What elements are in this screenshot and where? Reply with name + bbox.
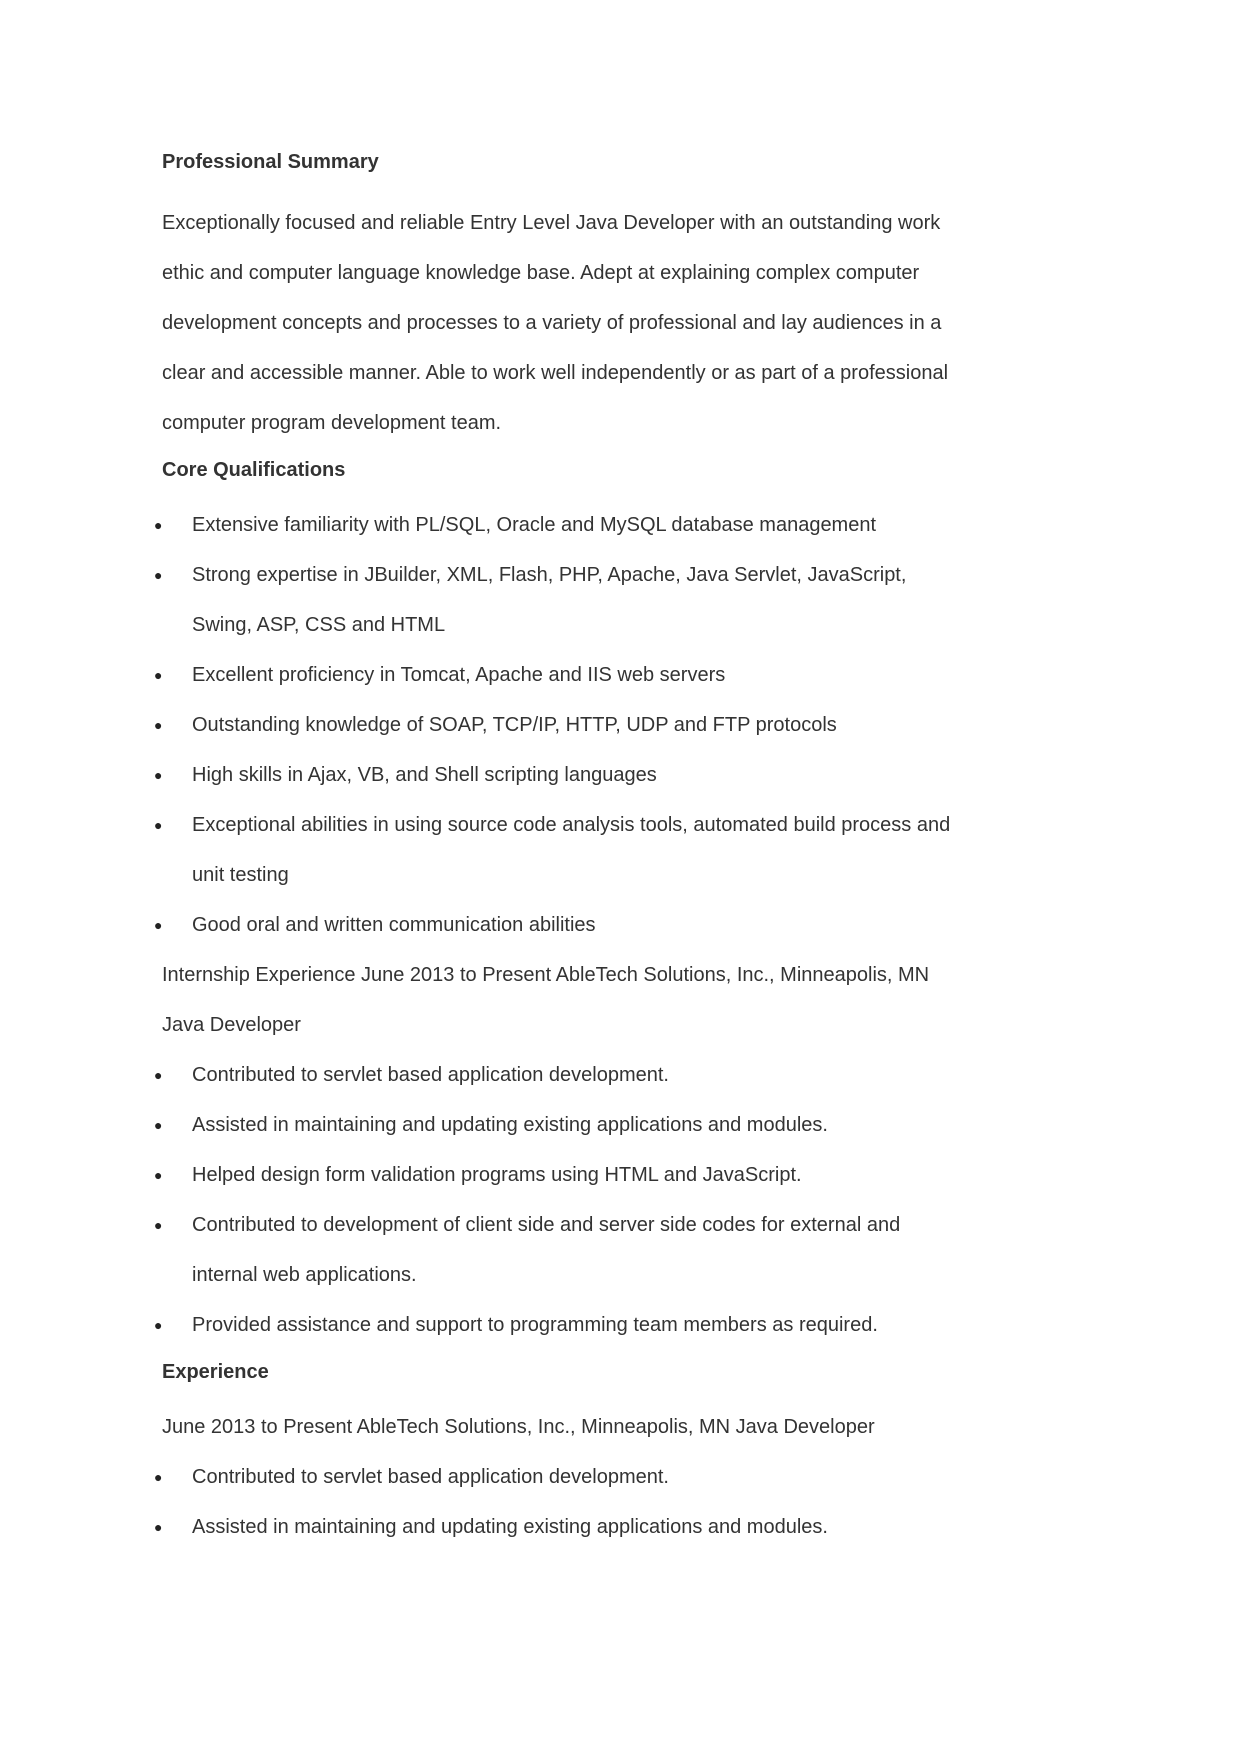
list-item xyxy=(154,650,962,700)
list-item xyxy=(154,800,962,900)
list-item xyxy=(154,550,962,650)
list-item-text: Assisted in maintaining and updating existing applications and modules. xyxy=(192,1516,828,1538)
resume-content xyxy=(154,140,962,1552)
bullet-icon: ● xyxy=(154,1519,163,1535)
list-item-text: Excellent proficiency in Tomcat, Apache and IIS web servers xyxy=(192,664,726,686)
list-item-text: Extensive familiarity with PL/SQL, Oracle and MySQL database management xyxy=(192,514,877,536)
list-item-text: Helped design form validation programs using HTML and JavaScript. xyxy=(192,1164,802,1186)
list-item xyxy=(154,1452,962,1502)
professional-summary-heading: Professional Summary xyxy=(162,151,379,173)
experience-heading: Experience xyxy=(162,1361,269,1383)
list-item xyxy=(154,900,962,950)
experience-duties-list xyxy=(154,1452,962,1552)
internship-duties-list xyxy=(154,1050,962,1350)
bullet-icon: ● xyxy=(154,1167,163,1183)
list-item xyxy=(154,1150,962,1200)
bullet-icon: ● xyxy=(154,917,163,933)
bullet-icon: ● xyxy=(154,517,163,533)
list-item xyxy=(154,750,962,800)
list-item-text: Assisted in maintaining and updating existing applications and modules. xyxy=(192,1114,828,1136)
core-qualifications-list xyxy=(154,500,962,950)
bullet-icon: ● xyxy=(154,667,163,683)
bullet-icon: ● xyxy=(154,567,163,583)
bullet-icon: ● xyxy=(154,717,163,733)
bullet-icon: ● xyxy=(154,1217,163,1233)
list-item xyxy=(154,1502,962,1552)
list-item-text: Contributed to servlet based application development. xyxy=(192,1064,669,1086)
list-item xyxy=(154,1050,962,1100)
list-item-text: Contributed to servlet based application development. xyxy=(192,1466,669,1488)
list-item xyxy=(154,1300,962,1350)
list-item-text: Provided assistance and support to programming team members as required. xyxy=(192,1314,878,1336)
internship-experience-line: Internship Experience June 2013 to Present AbleTech Solutions, Inc., Minneapolis, MN Java Developer xyxy=(162,964,930,1036)
bullet-icon: ● xyxy=(154,1117,163,1133)
bullet-icon: ● xyxy=(154,1067,163,1083)
list-item-text: Contributed to development of client side and server side codes for external and internal web applications. xyxy=(192,1214,901,1286)
bullet-icon: ● xyxy=(154,1317,163,1333)
experience-job-line: June 2013 to Present AbleTech Solutions, Inc., Minneapolis, MN Java Developer xyxy=(162,1416,875,1438)
list-item xyxy=(154,1100,962,1150)
list-item-text: Strong expertise in JBuilder, XML, Flash, PHP, Apache, Java Servlet, JavaScript, Swing, ASP, CSS and HTML xyxy=(192,564,907,636)
bullet-icon: ● xyxy=(154,767,163,783)
list-item-text: Good oral and written communication abilities xyxy=(192,914,596,936)
list-item-text: Outstanding knowledge of SOAP, TCP/IP, HTTP, UDP and FTP protocols xyxy=(192,714,837,736)
professional-summary-text: Exceptionally focused and reliable Entry Level Java Developer with an outstanding work ethic and computer language knowledge base. Adept at explaining complex computer development concepts and processes to a variety of professional and lay audiences in a clear and accessible manner. Able to work well independently or as part of a professional computer program development team. xyxy=(162,212,949,434)
bullet-icon: ● xyxy=(154,1469,163,1485)
list-item xyxy=(154,1200,962,1300)
bullet-icon: ● xyxy=(154,817,163,833)
list-item xyxy=(154,500,962,550)
list-item-text: Exceptional abilities in using source code analysis tools, automated build process and unit testing xyxy=(192,814,951,886)
core-qualifications-heading: Core Qualifications xyxy=(162,459,346,481)
list-item xyxy=(154,700,962,750)
list-item-text: High skills in Ajax, VB, and Shell scripting languages xyxy=(192,764,657,786)
